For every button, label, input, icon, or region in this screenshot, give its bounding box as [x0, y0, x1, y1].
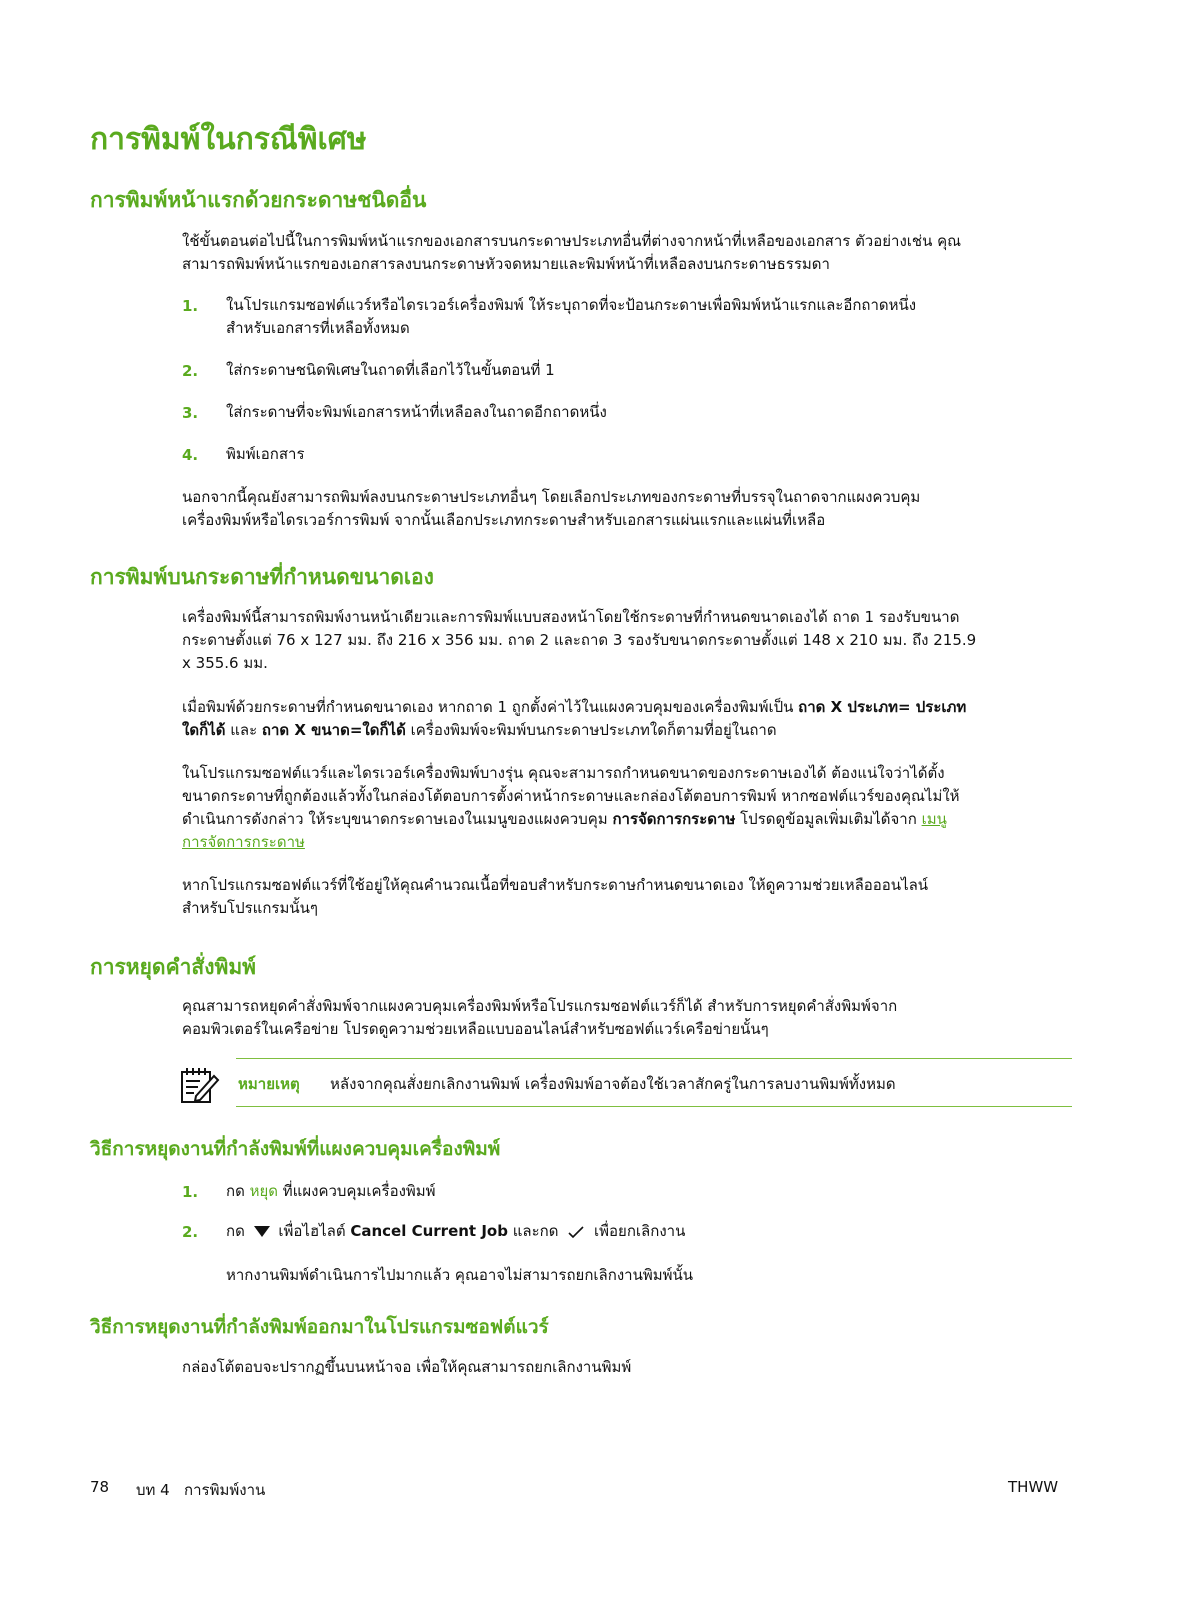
- step-number: 4.: [182, 446, 199, 464]
- step-number: 2.: [182, 362, 199, 380]
- section2-para3: [182, 762, 1077, 854]
- stop-button-name: หยุด: [249, 1182, 279, 1200]
- step-text: ใส่กระดาษที่จะพิมพ์เอกสารหน้าที่เหลือลงในถาดอีกถาดหนึ่ง: [226, 403, 607, 421]
- text-line: x 355.6 มม.: [182, 654, 268, 672]
- text-run: ที่แผงควบคุมเครื่องพิมพ์: [278, 1182, 436, 1200]
- paper-handling-menu-link[interactable]: เมนู: [921, 810, 947, 828]
- down-arrow-icon: [254, 1226, 270, 1237]
- text-line: ในโปรแกรมซอฟต์แวร์หรือไดรเวอร์เครื่องพิมพ์ ให้ระบุถาดที่จะป้อนกระดาษเพื่อพิมพ์หน้าแรกและอีกถาดหนึ่ง: [226, 296, 917, 314]
- menu-item-name: Cancel Current Job: [350, 1222, 508, 1240]
- text-run: โปรดดูข้อมูลเพิ่มเติมได้จาก: [735, 810, 922, 828]
- setting-name: ถาด X ประเภท= ประเภท: [798, 698, 967, 716]
- text-run: กด: [226, 1182, 250, 1200]
- section-heading-stop-at-panel: วิธีการหยุดงานที่กำลังพิมพ์ที่แผงควบคุมเครื่องพิมพ์: [90, 1138, 501, 1160]
- note-top-rule: [236, 1058, 1072, 1059]
- text-line: เครื่องพิมพ์หรือไดรเวอร์การพิมพ์ จากนั้นเลือกประเภทกระดาษสำหรับเอกสารแผ่นแรกและแผ่นที่เหลือ: [182, 511, 826, 529]
- text-line: เครื่องพิมพ์นี้สามารถพิมพ์งานหน้าเดียวและการพิมพ์แบบสองหน้าโดยใช้กระดาษที่กำหนดขนาดเองได้ ถาด 1 รองรับขนาด: [182, 608, 960, 626]
- text-line: ขนาดกระดาษที่ถูกต้องแล้วทั้งในกล่องโต้ตอบการตั้งค่าหน้ากระดาษและกล่องโต้ตอบการพิมพ์ หากซอฟต์แวร์ของคุณไม่ให้: [182, 787, 960, 805]
- page-title: การพิมพ์ในกรณีพิเศษ: [90, 122, 367, 157]
- text-line: กระดาษตั้งแต่ 76 x 127 มม. ถึง 216 x 356 มม. ถาด 2 และถาด 3 รองรับขนาดกระดาษตั้งแต่ 148 x 210 มม. ถึง 215.9: [182, 631, 977, 649]
- step-number: 2.: [182, 1223, 199, 1241]
- step-subtext: หากงานพิมพ์ดำเนินการไปมากแล้ว คุณอาจไม่สามารถยกเลิกงานพิมพ์นั้น: [226, 1266, 693, 1284]
- text-line: ใช้ขั้นตอนต่อไปนี้ในการพิมพ์หน้าแรกของเอกสารบนกระดาษประเภทอื่นที่ต่างจากหน้าที่เหลือของเอกสาร ตัวอย่างเช่น คุณ: [182, 232, 962, 250]
- page-number: 78: [90, 1478, 110, 1496]
- text-line: [182, 831, 1077, 854]
- text-line: [182, 808, 1077, 831]
- step-text: [226, 1220, 1066, 1243]
- section-heading-first-page: การพิมพ์หน้าแรกด้วยกระดาษชนิดอื่น: [90, 188, 427, 212]
- step-text: [226, 294, 1066, 340]
- text-run: เพื่อไฮไลต์: [278, 1222, 351, 1240]
- step-number: 1.: [182, 1183, 199, 1201]
- text-run: ดำเนินการดังกล่าว ให้ระบุขนาดกระดาษเองในเมนูของแผงควบคุม: [182, 810, 613, 828]
- section-heading-stop-in-software: วิธีการหยุดงานที่กำลังพิมพ์ออกมาในโปรแกรมซอฟต์แวร์: [90, 1316, 549, 1338]
- step-text: ใส่กระดาษชนิดพิเศษในถาดที่เลือกไว้ในขั้นตอนที่ 1: [226, 361, 555, 379]
- section-heading-stop-print: การหยุดคำสั่งพิมพ์: [90, 955, 257, 979]
- text-line: [182, 696, 1077, 719]
- checkmark-icon: [567, 1225, 585, 1239]
- text-run: และกด: [507, 1222, 559, 1240]
- section-heading-custom-size: การพิมพ์บนกระดาษที่กำหนดขนาดเอง: [90, 565, 434, 589]
- setting-name: ถาด X ขนาด=ใดก็ได้: [261, 721, 406, 739]
- step-text: [226, 1180, 1066, 1203]
- language-code: THWW: [1008, 1478, 1059, 1496]
- text-line: ในโปรแกรมซอฟต์แวร์และไดรเวอร์เครื่องพิมพ์บางรุ่น คุณจะสามารถกำหนดขนาดของกระดาษเองได้ ต้องแน่ใจว่าได้ตั้ง: [182, 764, 945, 782]
- section2-para2: [182, 696, 1077, 742]
- text-line: [182, 719, 1077, 742]
- menu-name: การจัดการกระดาษ: [612, 810, 736, 828]
- paper-handling-menu-link[interactable]: การจัดการกระดาษ: [182, 833, 305, 851]
- setting-name: ใดก็ได้: [182, 721, 226, 739]
- text-run: เครื่องพิมพ์จะพิมพ์บนกระดาษประเภทใดก็ตามที่อยู่ในถาด: [405, 721, 777, 739]
- chapter-label: บท 4 การพิมพ์งาน: [136, 1481, 266, 1499]
- note-bottom-rule: [236, 1106, 1072, 1107]
- note-text: หลังจากคุณสั่งยกเลิกงานพิมพ์ เครื่องพิมพ์อาจต้องใช้เวลาสักครู่ในการลบงานพิมพ์ทั้งหมด: [330, 1075, 896, 1093]
- step-number: 3.: [182, 404, 199, 422]
- note-label: หมายเหตุ: [238, 1075, 300, 1093]
- text-line: สามารถพิมพ์หน้าแรกของเอกสารลงบนกระดาษหัวจดหมายและพิมพ์หน้าที่เหลือลงบนกระดาษธรรมดา: [182, 255, 830, 273]
- step-text: พิมพ์เอกสาร: [226, 445, 305, 463]
- section1-outro: [182, 486, 1077, 532]
- section5-para1: กล่องโต้ตอบจะปรากฏขึ้นบนหน้าจอ เพื่อให้คุณสามารถยกเลิกงานพิมพ์: [182, 1358, 632, 1376]
- section2-para1: [182, 606, 1077, 675]
- section3-para1: [182, 995, 1077, 1041]
- note-icon: [180, 1066, 220, 1104]
- text-line: สำหรับโปรแกรมนั้นๆ: [182, 899, 318, 917]
- text-line: หากโปรแกรมซอฟต์แวร์ที่ใช้อยู่ให้คุณคำนวณเนื้อที่ขอบสำหรับกระดาษกำหนดขนาดเอง ให้ดูความช่วยเหลือออนไลน์: [182, 876, 929, 894]
- text-line: สำหรับเอกสารที่เหลือทั้งหมด: [226, 319, 410, 337]
- section1-intro: [182, 230, 1077, 276]
- text-run: เพื่อยกเลิกงาน: [594, 1222, 686, 1240]
- text-run: และ: [225, 721, 262, 739]
- text-line: คอมพิวเตอร์ในเครือข่าย โปรดดูความช่วยเหลือแบบออนไลน์สำหรับซอฟต์แวร์เครือข่ายนั้นๆ: [182, 1020, 769, 1038]
- section2-para4: [182, 874, 1077, 920]
- text-line: นอกจากนี้คุณยังสามารถพิมพ์ลงบนกระดาษประเภทอื่นๆ โดยเลือกประเภทของกระดาษที่บรรจุในถาดจากแผงควบคุม: [182, 488, 921, 506]
- step-number: 1.: [182, 297, 199, 315]
- text-run: กด: [226, 1222, 245, 1240]
- text-run: เมื่อพิมพ์ด้วยกระดาษที่กำหนดขนาดเอง หากถาด 1 ถูกตั้งค่าไว้ในแผงควบคุมของเครื่องพิมพ์เป็น: [182, 698, 799, 716]
- text-line: คุณสามารถหยุดคำสั่งพิมพ์จากแผงควบคุมเครื่องพิมพ์หรือโปรแกรมซอฟต์แวร์ก็ได้ สำหรับการหยุดคำสั่งพิมพ์จาก: [182, 997, 898, 1015]
